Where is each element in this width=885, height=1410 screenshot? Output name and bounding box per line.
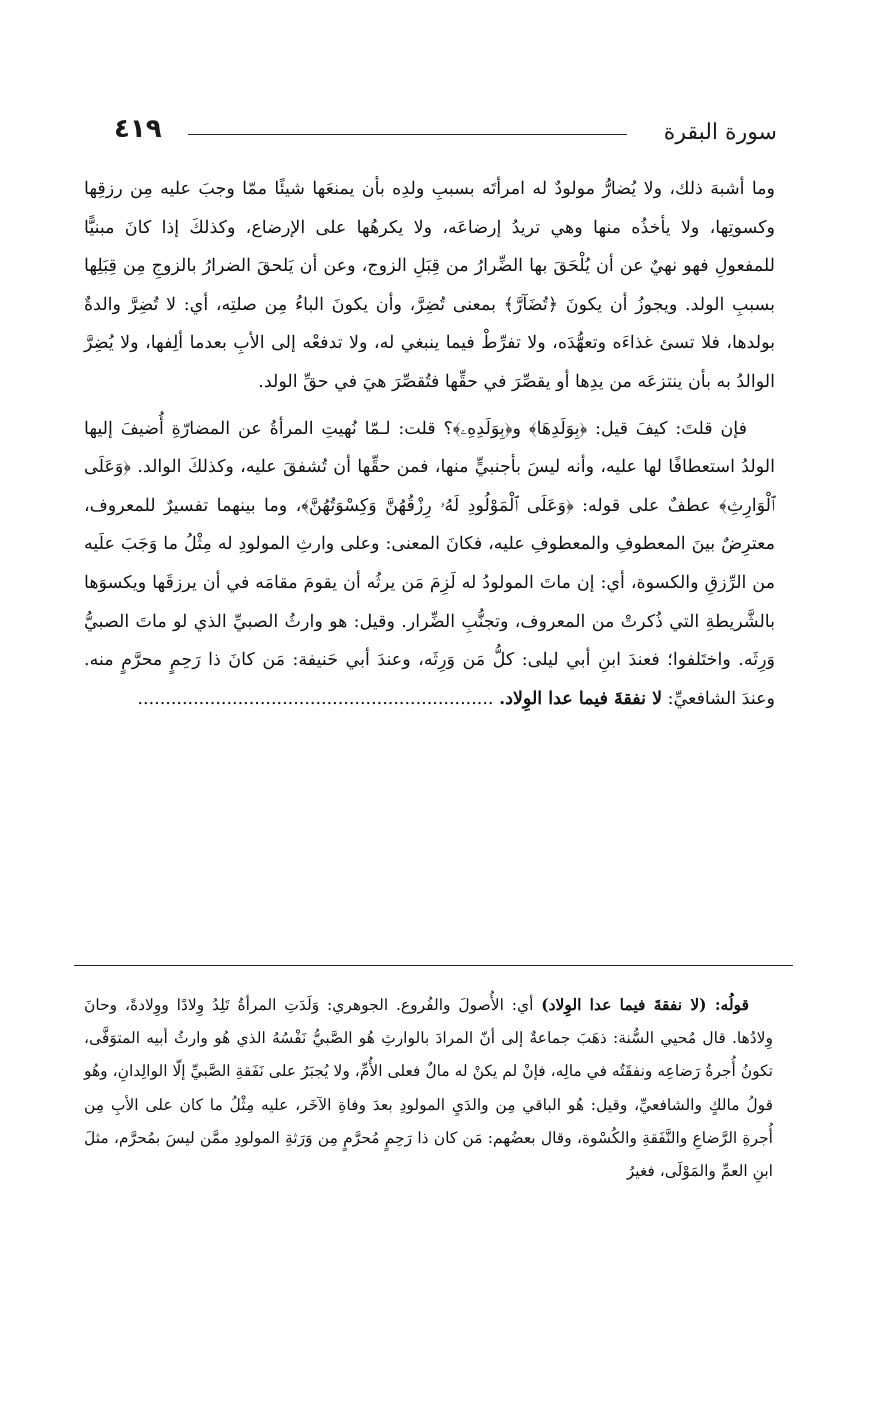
footnote [84,988,773,1188]
main-paragraph-2-text: فإن قلتَ: كيفَ قيل: ﴿بِوَلَدِهَا﴾ و﴿بِوَلَدِهِۦ﴾؟ قلت: لـمّا نُهيتِ المرأةُ عن المضارّةِ أُضيفَ إليها الولدُ استعطافًا لها عليه، وأنه ليسَ بأجنبيٍّ منها، فمن حقِّها أن تُشفقَ عليه، وكذلكَ الوالد. ﴿وَعَلَى ٱلْوَارِثِ﴾ عطفٌ على قوله: ﴿وَعَلَى ٱلْمَوْلُودِ لَهُۥ رِزْقُهُنَّ وَكِسْوَتُهُنَّ﴾، وما بينهما تفسيرٌ للمعروف، معترِضٌ بينَ المعطوفِ والمعطوفِ عليه، فكانَ المعنى: وعلى وارثِ المولودِ له مِثْلُ ما وَجَبَ علَيه من الرِّزقِ والكسوة، أي: إن ماتَ المولودُ له لَزِمَ مَن يرثُه أن يقومَ مقامَه في أن يرزقَها ويكسوَها بالشَّريطةِ التي ذُكرتْ من المعروف، وتجنُّبِ الضِّرار. وقيل: هو وارثُ الصبيِّ الذي لو ماتَ الصبيُّ وَرِثَه. واختَلفوا؛ فعندَ ابنِ أبي ليلى: كلُّ مَن وَرِثَه، وعندَ أبي حَنيفة: مَن كانَ ذا رَحِمٍ محرَّمٍ منه. وعندَ الشافعيِّ: [84,418,775,709]
footnote-body: أي: الأُصولَ والفُروع. الجوهري: وَلَدَتِ المرأةُ تَلِدُ وِلادًا ووِلادةً، وحانَ وِلادُها. قال مُحيي السُّنة: ذهَبَ جماعةٌ إلى أنّ المرادَ بالوارثِ هُو الصَّبيُّ نَفْسُهُ الذي هُو وارثُ أبيه المتوَفَّى، تكونُ أُجرةُ رَضاعِه ونفقَتُه في مالِه، فإنْ لم يكنْ له مالٌ فعلى الأُمِّ، ولا يُجبَرُ على نَفَقةِ الصَّبيِّ إلّا الوالِدانِ، وهُو قولُ مالكٍ والشافعيِّ، وقيل: هُو الباقي مِن والدَيِ المولودِ بعدَ وفاةِ الآخَر، عليه مِثْلُ ما كان على الأبِ مِن أُجرةِ الرَّضاعِ والنَّفَقةِ والكُسْوة، وقال بعضُهم: مَن كان ذا رَحِمٍ مُحرَّمٍ مِن وَرَثةِ المولودِ ممَّن ليسَ بمُحرَّم، مثلَ ابنِ العمِّ والمَوْلَى، فغيرُ [84,996,773,1181]
main-text [84,170,775,718]
footnote-paragraph [84,988,773,1188]
page-header [96,110,777,160]
main-paragraph-2-end: لا نفقةَ فيما عدا الوِلاد. [499,688,663,709]
footnote-divider [74,965,793,966]
footnote-lead: قولُه: (لا نفقةَ فيما عدا الوِلاد) [541,995,749,1014]
main-paragraph-2 [84,410,775,719]
surah-title: سورة البقرة [663,120,777,145]
main-paragraph-1: وما أشبهَ ذلك، ولا يُضارُّ مولودٌ له امرأتَه بسببِ ولدِه بأن يمنعَها شيئًا ممّا وجبَ عليه مِن رزقِها وكسوتِها، ولا يأخذُه منها وهي تريدُ إرضاعَه، ولا يكرهُها على الإرضاع، وكذلكَ إذا كانَ مبنيًّا للمفعولِ فهو نهيٌ عن أن يُلْحَقَ بها الضِّرارُ من قِبَلِ الزوج، وعن أن يَلحقَ الضرارُ بالزوجِ مِن قِبَلِها بسببِ الولد. ويجوزُ أن يكونَ ﴿تُضَآرَّ﴾ بمعنى تُضِرَّ، وأن يكونَ الباءُ مِن صلتِه، أي: لا تُضِرَّ والدةٌ بولدها، فلا تسئ غذاءَه وتعهُّدَه، ولا تفرِّطْ فيما ينبغي له، ولا تدفعْه إلى الأبِ بعدما ألِفها، ولا يُضِرَّ الوالدُ به بأن ينتزعَه من يدِها أو يقصِّرَ في حقِّها فتُقصِّرَ هيَ في حقِّ الولد. [84,179,775,392]
header-rule [188,134,627,135]
page-number: ٤١٩ [114,114,162,144]
continuation-dots: ................................................................ [137,688,494,709]
